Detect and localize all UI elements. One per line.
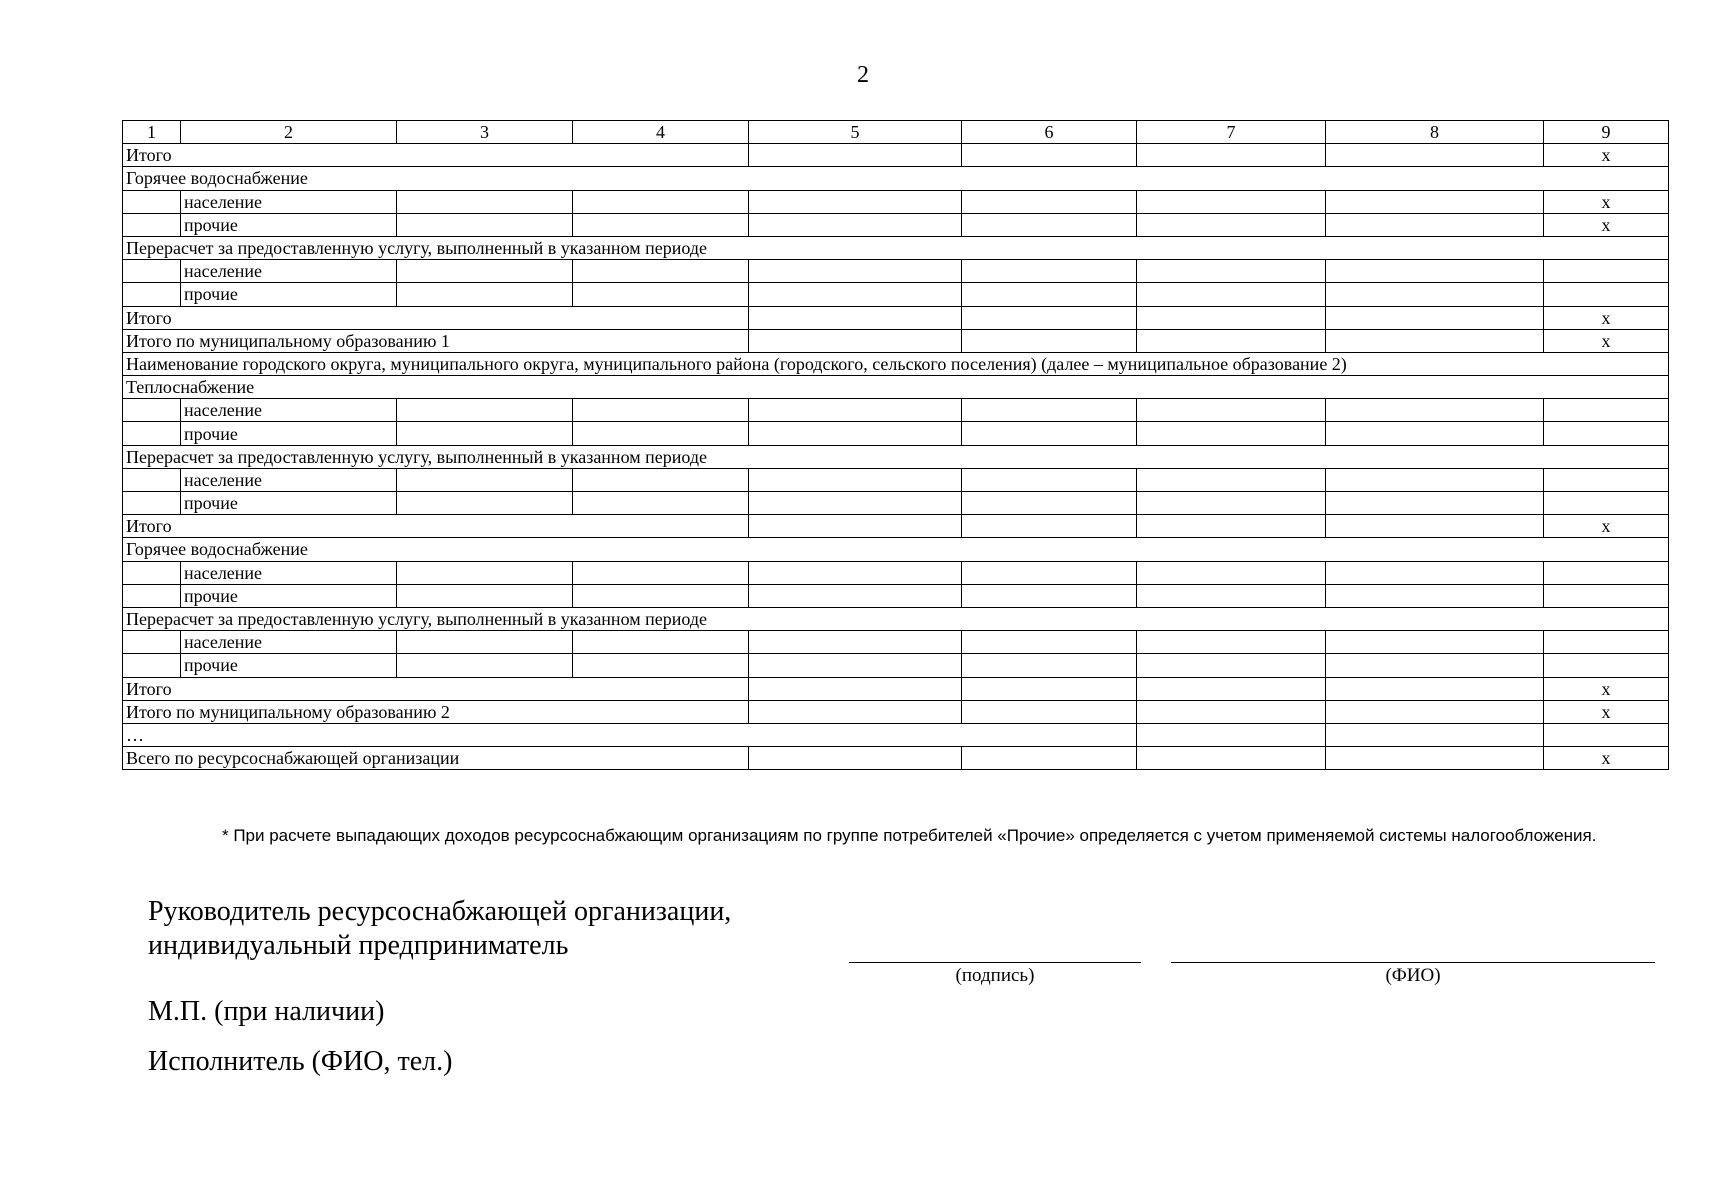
total-label: Итого bbox=[123, 144, 749, 167]
table-cell bbox=[749, 515, 962, 538]
table-cell bbox=[1326, 329, 1544, 352]
table-row bbox=[123, 167, 1669, 190]
total-label: Итого по муниципальному образованию 1 bbox=[123, 329, 749, 352]
table-cell bbox=[962, 747, 1137, 770]
table-cell bbox=[962, 399, 1137, 422]
table-cell bbox=[1137, 515, 1326, 538]
mark-cell bbox=[1544, 399, 1669, 422]
table-cell bbox=[1326, 654, 1544, 677]
table-cell bbox=[123, 654, 181, 677]
table-row bbox=[123, 515, 1669, 538]
table-row bbox=[123, 236, 1669, 259]
mark-cell: х bbox=[1544, 677, 1669, 700]
table-cell bbox=[1137, 654, 1326, 677]
table-row bbox=[123, 654, 1669, 677]
table-cell bbox=[1326, 213, 1544, 236]
table-cell bbox=[1326, 306, 1544, 329]
mark-cell: х bbox=[1544, 700, 1669, 723]
table-cell bbox=[1137, 561, 1326, 584]
mark-cell: х bbox=[1544, 515, 1669, 538]
table-row bbox=[123, 723, 1669, 746]
table-cell bbox=[749, 306, 962, 329]
row-label: население bbox=[181, 468, 397, 491]
table-cell bbox=[123, 260, 181, 283]
table-cell bbox=[962, 515, 1137, 538]
table-cell bbox=[1326, 422, 1544, 445]
table-cell bbox=[749, 584, 962, 607]
section-label: Перерасчет за предоставленную услугу, выполненный в указанном периоде bbox=[123, 236, 1669, 259]
table-row bbox=[123, 445, 1669, 468]
table-cell bbox=[573, 561, 749, 584]
table-cell bbox=[962, 329, 1137, 352]
table-cell bbox=[397, 422, 573, 445]
table-row bbox=[123, 561, 1669, 584]
row-label: прочие bbox=[181, 213, 397, 236]
table-cell bbox=[962, 190, 1137, 213]
table-cell bbox=[397, 654, 573, 677]
table-cell bbox=[123, 213, 181, 236]
row-label: население bbox=[181, 561, 397, 584]
name-caption: (ФИО) bbox=[1385, 965, 1441, 986]
table-cell bbox=[123, 468, 181, 491]
table-cell bbox=[397, 584, 573, 607]
table-cell bbox=[749, 283, 962, 306]
table-cell bbox=[1137, 468, 1326, 491]
section-label: Горячее водоснабжение bbox=[123, 167, 1669, 190]
total-label: Итого bbox=[123, 515, 749, 538]
table-cell bbox=[123, 492, 181, 515]
table-cell bbox=[1137, 677, 1326, 700]
row-label: население bbox=[181, 260, 397, 283]
section-label: Теплоснабжение bbox=[123, 376, 1669, 399]
table-cell bbox=[962, 700, 1137, 723]
table-cell bbox=[1326, 631, 1544, 654]
total-label: Всего по ресурсоснабжающей организации bbox=[123, 747, 749, 770]
table-cell bbox=[962, 468, 1137, 491]
table-cell bbox=[397, 399, 573, 422]
table-cell bbox=[123, 561, 181, 584]
mark-cell bbox=[1544, 584, 1669, 607]
executor-line: Исполнитель (ФИО, тел.) bbox=[148, 1046, 453, 1077]
header-cell: 2 bbox=[181, 121, 397, 144]
table-cell bbox=[749, 468, 962, 491]
table-cell bbox=[123, 283, 181, 306]
table-cell bbox=[397, 468, 573, 491]
table-cell bbox=[749, 190, 962, 213]
table-cell bbox=[962, 260, 1137, 283]
table-cell bbox=[123, 422, 181, 445]
table-row bbox=[123, 144, 1669, 167]
mark-cell bbox=[1544, 283, 1669, 306]
table-cell bbox=[1137, 747, 1326, 770]
signature-title-line-1: Руководитель ресурсоснабжающей организации, bbox=[148, 896, 732, 927]
signature-title bbox=[148, 895, 731, 962]
table-cell bbox=[962, 631, 1137, 654]
row-label: население bbox=[181, 190, 397, 213]
table-cell bbox=[1544, 723, 1669, 746]
table-cell bbox=[749, 654, 962, 677]
table-cell bbox=[749, 144, 962, 167]
table-cell bbox=[1137, 329, 1326, 352]
table-cell bbox=[123, 190, 181, 213]
signature-title-line-2: индивидуальный предприниматель bbox=[148, 929, 569, 961]
header-cell: 1 bbox=[123, 121, 181, 144]
table-cell bbox=[749, 747, 962, 770]
table-cell bbox=[1326, 561, 1544, 584]
table-cell bbox=[1326, 399, 1544, 422]
mark-cell bbox=[1544, 631, 1669, 654]
total-label: Итого по муниципальному образованию 2 bbox=[123, 700, 749, 723]
table-cell bbox=[749, 700, 962, 723]
mark-cell bbox=[1544, 468, 1669, 491]
footnote: * При расчете выпадающих доходов ресурсоснабжающим организациям по группе потребителей «Прочие» определяется с учетом применяемой системы налогообложения. bbox=[222, 826, 1597, 845]
table-cell bbox=[397, 492, 573, 515]
table-cell bbox=[397, 213, 573, 236]
header-cell: 3 bbox=[397, 121, 573, 144]
header-cell: 9 bbox=[1544, 121, 1669, 144]
table-cell bbox=[749, 260, 962, 283]
table-cell bbox=[573, 631, 749, 654]
table-cell bbox=[573, 399, 749, 422]
table-cell bbox=[573, 190, 749, 213]
table-row bbox=[123, 422, 1669, 445]
header-row bbox=[123, 121, 1669, 144]
table-cell bbox=[1137, 260, 1326, 283]
header-cell: 5 bbox=[749, 121, 962, 144]
table-cell bbox=[962, 677, 1137, 700]
table-row bbox=[123, 584, 1669, 607]
table-row bbox=[123, 190, 1669, 213]
mark-cell bbox=[1544, 492, 1669, 515]
report-table bbox=[122, 120, 1669, 770]
mark-cell bbox=[1544, 422, 1669, 445]
table-cell bbox=[573, 468, 749, 491]
table-cell bbox=[1326, 492, 1544, 515]
table-cell bbox=[1326, 144, 1544, 167]
table-row bbox=[123, 283, 1669, 306]
header-cell: 6 bbox=[962, 121, 1137, 144]
table-cell bbox=[1326, 723, 1544, 746]
table-cell bbox=[1137, 422, 1326, 445]
table-cell bbox=[397, 260, 573, 283]
table-row bbox=[123, 607, 1669, 630]
table-cell bbox=[1326, 677, 1544, 700]
table-cell bbox=[1137, 144, 1326, 167]
signature-line bbox=[849, 962, 1141, 963]
table-cell bbox=[962, 561, 1137, 584]
table-cell bbox=[749, 399, 962, 422]
row-label: прочие bbox=[181, 283, 397, 306]
table-cell bbox=[962, 283, 1137, 306]
table-cell bbox=[749, 422, 962, 445]
table-cell bbox=[1137, 631, 1326, 654]
table-cell bbox=[1326, 260, 1544, 283]
table-row bbox=[123, 260, 1669, 283]
row-label: население bbox=[181, 399, 397, 422]
table-cell bbox=[573, 584, 749, 607]
table-cell bbox=[962, 213, 1137, 236]
table-row bbox=[123, 677, 1669, 700]
table-cell bbox=[962, 492, 1137, 515]
table-cell bbox=[123, 631, 181, 654]
section-label: Перерасчет за предоставленную услугу, выполненный в указанном периоде bbox=[123, 445, 1669, 468]
table-cell bbox=[749, 631, 962, 654]
section-label: Горячее водоснабжение bbox=[123, 538, 1669, 561]
table-cell bbox=[1137, 213, 1326, 236]
table-cell bbox=[1137, 723, 1326, 746]
table-row bbox=[123, 468, 1669, 491]
table-row bbox=[123, 747, 1669, 770]
table-cell bbox=[573, 260, 749, 283]
table-cell bbox=[573, 283, 749, 306]
section-label: Перерасчет за предоставленную услугу, выполненный в указанном периоде bbox=[123, 607, 1669, 630]
name-line bbox=[1171, 962, 1655, 963]
table-cell bbox=[1326, 584, 1544, 607]
table-cell bbox=[397, 283, 573, 306]
table-cell bbox=[749, 492, 962, 515]
table-cell bbox=[1137, 492, 1326, 515]
table-row bbox=[123, 700, 1669, 723]
table-cell bbox=[1137, 190, 1326, 213]
row-label: прочие bbox=[181, 492, 397, 515]
signature-caption: (подпись) bbox=[955, 965, 1035, 986]
table-cell bbox=[962, 144, 1137, 167]
page-number: 2 bbox=[857, 62, 869, 88]
table-cell bbox=[1326, 747, 1544, 770]
table-cell bbox=[1137, 700, 1326, 723]
table-cell bbox=[962, 584, 1137, 607]
row-label: прочие bbox=[181, 584, 397, 607]
mark-cell: х bbox=[1544, 306, 1669, 329]
table-row bbox=[123, 631, 1669, 654]
row-label: прочие bbox=[181, 422, 397, 445]
table-row bbox=[123, 538, 1669, 561]
section-label: Наименование городского округа, муниципального округа, муниципального района (городского, сельского поселения) (далее – муниципальное образование 2) bbox=[123, 352, 1669, 375]
header-cell: 4 bbox=[573, 121, 749, 144]
mark-cell: х bbox=[1544, 213, 1669, 236]
table-cell bbox=[573, 654, 749, 677]
table-cell bbox=[749, 213, 962, 236]
table-row bbox=[123, 492, 1669, 515]
table-cell bbox=[123, 399, 181, 422]
total-label: Итого bbox=[123, 677, 749, 700]
table-row bbox=[123, 352, 1669, 375]
table-cell bbox=[962, 306, 1137, 329]
table-cell bbox=[397, 561, 573, 584]
table-row bbox=[123, 306, 1669, 329]
table-cell bbox=[573, 492, 749, 515]
table-cell bbox=[1137, 306, 1326, 329]
stamp-placeholder: М.П. (при наличии) bbox=[148, 996, 385, 1027]
table-row bbox=[123, 399, 1669, 422]
table-cell bbox=[749, 561, 962, 584]
table-cell bbox=[573, 422, 749, 445]
mark-cell: х bbox=[1544, 747, 1669, 770]
table-cell bbox=[749, 329, 962, 352]
table-row bbox=[123, 376, 1669, 399]
mark-cell bbox=[1544, 561, 1669, 584]
mark-cell bbox=[1544, 260, 1669, 283]
table-cell bbox=[962, 422, 1137, 445]
total-label: Итого bbox=[123, 306, 749, 329]
table-cell bbox=[1326, 468, 1544, 491]
mark-cell: х bbox=[1544, 144, 1669, 167]
table-cell bbox=[1326, 515, 1544, 538]
table-cell bbox=[1137, 283, 1326, 306]
table-cell bbox=[1137, 584, 1326, 607]
row-label: прочие bbox=[181, 654, 397, 677]
mark-cell: х bbox=[1544, 329, 1669, 352]
table-cell bbox=[123, 584, 181, 607]
table-row bbox=[123, 329, 1669, 352]
table-row bbox=[123, 213, 1669, 236]
mark-cell: х bbox=[1544, 190, 1669, 213]
ellipsis-label: … bbox=[123, 723, 1137, 746]
mark-cell bbox=[1544, 654, 1669, 677]
table-cell bbox=[1137, 399, 1326, 422]
header-cell: 8 bbox=[1326, 121, 1544, 144]
table-cell bbox=[573, 213, 749, 236]
table-cell bbox=[1326, 283, 1544, 306]
table-cell bbox=[749, 677, 962, 700]
table-cell bbox=[1326, 700, 1544, 723]
table-cell bbox=[962, 654, 1137, 677]
table-cell bbox=[397, 190, 573, 213]
table-cell bbox=[1326, 190, 1544, 213]
table-cell bbox=[397, 631, 573, 654]
row-label: население bbox=[181, 631, 397, 654]
header-cell: 7 bbox=[1137, 121, 1326, 144]
